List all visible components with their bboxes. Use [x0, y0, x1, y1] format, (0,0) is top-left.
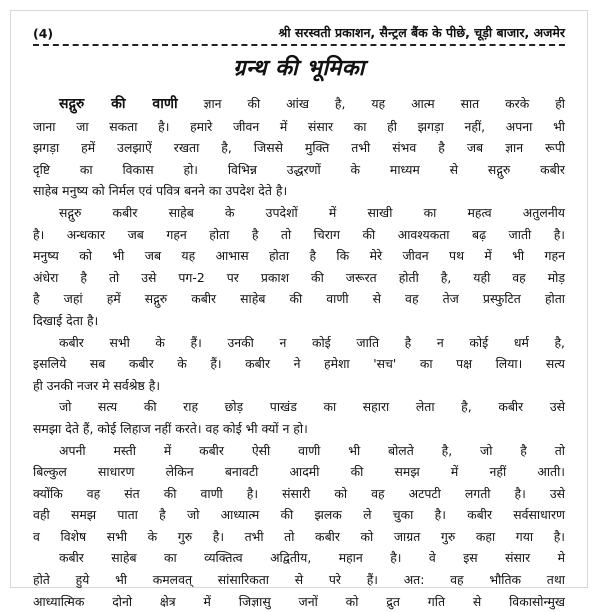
text-line: सद्गुरु कबीर साहेब के उपदेशों में साखी का महत्व अतुलनीय: [59, 204, 565, 220]
text-line: क्योंकि वह संत की वाणी है। संसारी को वह अटपटी लगती है। उसे: [33, 485, 565, 501]
page-number: (4): [33, 26, 54, 41]
chapter-title: ग्रन्थ की भूमिका: [233, 55, 365, 81]
text-line: आध्यात्मिक दोनो क्षेत्र में जिज्ञासु जनों को द्रुत गति से विकासोन्मुख: [33, 593, 565, 609]
text-line: अंधेरा है तो उसे पग-2 पर प्रकाश की जरूरत होती है, यही वह मोड़: [33, 269, 565, 285]
text-line: व विशेष सभी के गुरु है। तभी तो कबीर को जाग्रत गुरु कहा गया है।: [33, 528, 565, 544]
text-line: सद्गुरु की वाणी ज्ञान की आंख है, यह आत्म सात करके ही: [59, 96, 565, 112]
text-line: होते हुये भी कमलवत् सांसारिकता से परे हैं। अत: वह भौतिक तथा: [33, 572, 565, 588]
text-line: दिखाई देता है।: [33, 312, 99, 328]
text-line: कबीर सभी के हैं। उनकी न कोई जाति है न कोई धर्म है,: [59, 334, 565, 350]
text-line: जाना जा सकता है। हमारे जीवन में संसार का ही झगड़ा नहीं, अपना भी: [33, 118, 565, 134]
text-line: है जहां हमें सद्गुरु कबीर साहेब की वाणी से वह तेज प्रस्फुटित होता: [33, 291, 565, 307]
publisher-address: श्री सरस्वती प्रकाशन, सैन्ट्रल बैंक के पीछे, चूड़ी बाजार, अजमेर: [278, 25, 565, 40]
text-line: ही उनकी नजर मे सर्वश्रेष्ठ है।: [33, 377, 161, 393]
text-line: मनुष्य को भी जब यह आभास होता है कि मेरे जीवन पथ में भी गहन: [33, 248, 565, 264]
text-line: है। अन्धकार जब गहन होता है तो चिराग की आवश्यकता बढ़ जाती है।: [33, 226, 565, 242]
text-line: कबीर साहेब का व्यक्तित्व अद्वितीय, महान है। वे इस संसार मे: [59, 550, 565, 566]
book-page: [10, 10, 588, 609]
text-line: जो सत्य की राह छोड़ पाखंड का सहारा लेता है, कबीर उसे: [59, 399, 565, 415]
body-text: [33, 93, 565, 612]
text-line: दृष्टि का विकास हो। विभिन्न उद्धरणों के माध्यम से सद्गुरु कबीर: [33, 161, 565, 177]
text-line: समझा देते हैं, कोई लिहाज नहीं करते। वह कोई भी क्यों न हो।: [33, 420, 308, 436]
text-line: अपनी मस्ती में कबीर ऐसी वाणी भी बोलते है, जो है तो: [59, 442, 565, 458]
header-dashed-rule: [33, 44, 565, 46]
paragraph-2: [33, 202, 565, 332]
paragraph-3: [33, 332, 565, 397]
text-line: झगड़ा हमें उलझाऐं रखता है, जिससे मुक्ति तभी संभव है जब ज्ञान रूपी: [33, 140, 565, 156]
paragraph-5: [33, 440, 565, 548]
paragraph-1: [33, 93, 565, 202]
paragraph-4: [33, 396, 565, 439]
lead-bold-text: सद्गुरु की वाणी: [59, 96, 178, 112]
text-line: वही समझ पाता है जो आध्यात्म की झलक ले चुका है। कबीर सर्वसाधारण: [33, 507, 565, 523]
text-line: साहेब मनुष्य को निर्मल एवं पवित्र बनने का उपदेश देते है।: [33, 183, 288, 199]
page-header: [33, 21, 565, 41]
paragraph-6: [33, 547, 565, 612]
text-line: इसलिये सब कबीर के हैं। कबीर ने हमेशा 'सच' का पक्ष लिया। सत्य: [33, 356, 565, 372]
text-line: बिल्कुल साधारण लेकिन बनावटी आदमी की समझ में नहीं आती।: [33, 464, 565, 480]
